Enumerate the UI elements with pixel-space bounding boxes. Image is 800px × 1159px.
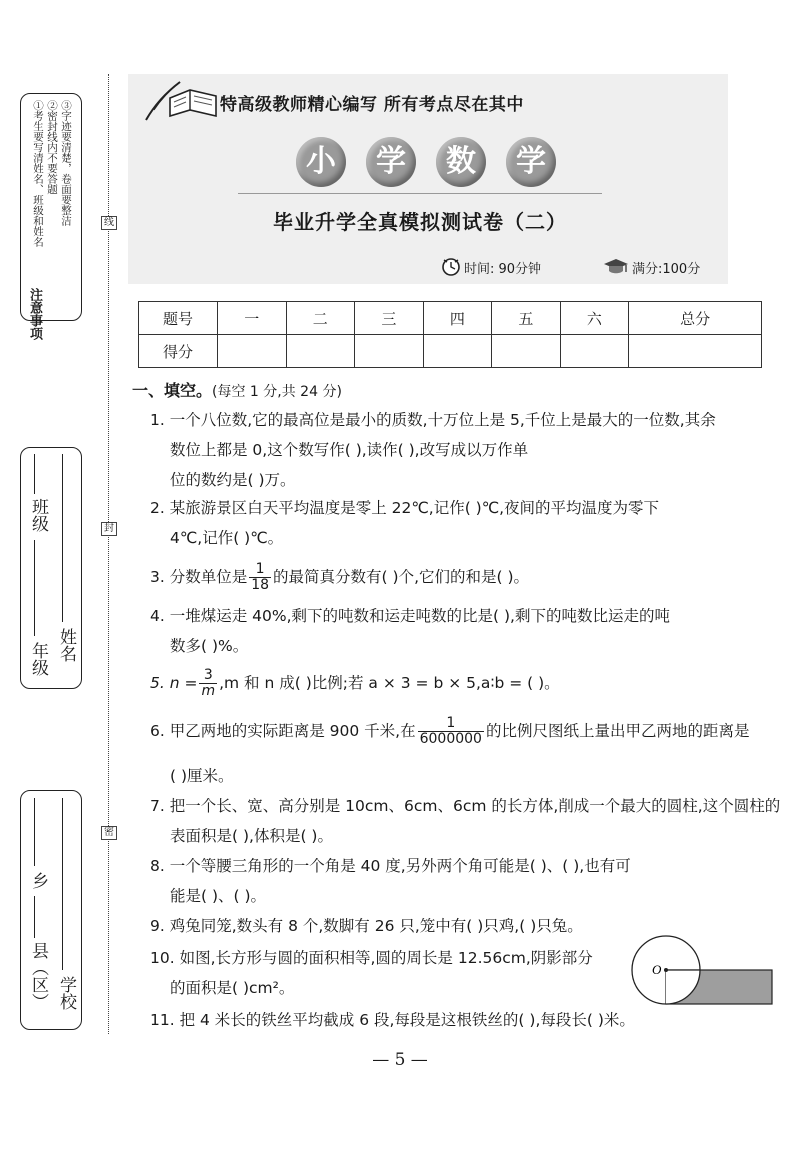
table-header-cell: 六 (560, 302, 629, 335)
q6-text-before: 6. 甲乙两地的实际距离是 900 千米,在 (150, 722, 416, 740)
fraction-numerator: 3 (199, 668, 217, 684)
question-10-line-2: 的面积是( )cm²。 (170, 979, 295, 997)
q3-text-after: 的最简真分数有( )个,它们的和是( )。 (273, 568, 530, 586)
section-heading: 一、填空。 (132, 381, 213, 400)
section-note: (每空 1 分,共 24 分) (212, 384, 342, 400)
class-field[interactable] (34, 454, 35, 494)
score-table-score-row (139, 335, 762, 368)
fraction-numerator: 1 (249, 562, 271, 578)
question-8-line-1: 8. 一个等腰三角形的一个角是 40 度,另外两个角可能是( )、( ),也有可 (150, 857, 631, 875)
table-header-cell: 四 (423, 302, 492, 335)
title-divider (238, 193, 602, 194)
score-cell[interactable] (492, 335, 561, 368)
question-11: 11. 把 4 米长的铁丝平均截成 6 段,每段是这根铁丝的( ),每段长( )米。 (150, 1011, 635, 1029)
score-cell[interactable] (355, 335, 424, 368)
score-cell[interactable] (629, 335, 762, 368)
q5-fraction (199, 668, 217, 699)
question-6 (150, 716, 749, 747)
fraction-denominator: 6000000 (419, 731, 482, 747)
table-header-cell: 三 (355, 302, 424, 335)
score-cell[interactable] (423, 335, 492, 368)
score-cell[interactable] (286, 335, 355, 368)
grade-field[interactable] (34, 540, 35, 636)
q3-fraction (249, 562, 271, 593)
question-4-line-2: 数多( )%。 (170, 637, 249, 655)
q6-text-after: 的比例尺图纸上量出甲乙两地的距离是 (485, 722, 750, 740)
subject-char-1: 小 (296, 137, 346, 187)
school-label: 学校 (56, 976, 76, 1010)
question-1-line-3: 位的数约是( )万。 (170, 471, 296, 489)
clock-icon (440, 256, 462, 276)
notice-line-3: ③字迹要清楚，卷面要整洁 (60, 100, 72, 226)
question-2-line-1: 2. 某旅游景区白天平均温度是零上 22℃,记作( )℃,夜间的平均温度为零下 (150, 499, 660, 517)
figure-center-label: O (652, 962, 662, 977)
score-table-header-row (139, 302, 762, 335)
notice-line-2: ②密封线内不要答题 (46, 100, 58, 195)
question-7-line-1: 7. 把一个长、宽、高分别是 10cm、6cm、6cm 的长方体,削成一个最大的圆柱,这个圆柱的 (150, 797, 781, 815)
school-field[interactable] (62, 798, 63, 970)
name-field[interactable] (62, 454, 63, 622)
circle-rectangle-figure (628, 934, 774, 1012)
full-score: 满分:100分 (632, 262, 701, 277)
table-header-cell: 五 (492, 302, 561, 335)
seal-mark-line: 线 (101, 216, 117, 230)
county-field[interactable] (34, 896, 35, 938)
fraction-numerator: 1 (418, 716, 484, 732)
page-number: — 5 — (372, 1050, 428, 1070)
q3-text-before: 3. 分数单位是 (150, 568, 248, 586)
graduation-cap-icon (602, 256, 630, 276)
township-label: 乡 (28, 872, 48, 889)
question-5 (150, 668, 560, 699)
subject-char-4: 学 (506, 137, 556, 187)
name-label: 姓名 (56, 628, 76, 662)
table-header-cell: 二 (286, 302, 355, 335)
table-header-cell: 题号 (139, 302, 218, 335)
question-6-line-2: ( )厘米。 (170, 767, 234, 785)
question-2-line-2: 4℃,记作( )℃。 (170, 529, 284, 547)
table-header-cell: 总分 (629, 302, 762, 335)
notice-line-1: ①考生要写清姓名、班级和姓名 (32, 100, 44, 247)
q6-fraction (418, 716, 484, 747)
question-1-line-1: 1. 一个八位数,它的最高位是最小的质数,十万位上是 5,千位上是最大的一位数,其余 (150, 411, 716, 429)
score-cell[interactable] (218, 335, 287, 368)
time-limit: 时间: 90分钟 (464, 262, 542, 277)
notice-title: 注意事项 (27, 288, 42, 340)
score-row-label: 得分 (139, 335, 218, 368)
question-7-line-2: 表面积是( ),体积是( )。 (170, 827, 333, 845)
book-quill-icon (140, 76, 222, 124)
question-3 (150, 562, 529, 593)
table-header-cell: 一 (218, 302, 287, 335)
seal-mark-seal: 封 (101, 522, 117, 536)
subject-char-3: 数 (436, 137, 486, 187)
q5-text-before: 5. n = (150, 674, 198, 692)
exam-title: 毕业升学全真模拟测试卷（二） (273, 210, 567, 234)
subject-char-2: 学 (366, 137, 416, 187)
question-9: 9. 鸡兔同笼,数头有 8 个,数脚有 26 只,笼中有( )只鸡,( )只兔。 (150, 917, 583, 935)
question-10-line-1: 10. 如图,长方形与圆的面积相等,圆的周长是 12.56cm,阴影部分 (150, 949, 593, 967)
banner-slogan: 特高级教师精心编写 所有考点尽在其中 (220, 95, 524, 115)
grade-label: 年级 (28, 642, 48, 676)
seal-mark-secret: 密 (101, 826, 117, 840)
section-title (132, 378, 342, 401)
class-label: 班级 (28, 498, 48, 532)
fraction-denominator: 18 (251, 577, 270, 593)
question-8-line-2: 能是( )、( )。 (170, 887, 267, 905)
q5-text-after: ,m 和 n 成( )比例;若 a × 3 = b × 5,a∶b = ( )。 (219, 674, 560, 692)
score-table (138, 301, 762, 368)
township-field[interactable] (34, 798, 35, 866)
fraction-denominator: m (201, 683, 216, 699)
score-cell[interactable] (560, 335, 629, 368)
question-4-line-1: 4. 一堆煤运走 40%,剩下的吨数和运走吨数的比是( ),剩下的吨数比运走的吨 (150, 607, 670, 625)
question-1-line-2: 数位上都是 0,这个数写作( ),读作( ),改写成以万作单 (170, 441, 529, 459)
county-label: 县（区） (28, 942, 48, 1010)
